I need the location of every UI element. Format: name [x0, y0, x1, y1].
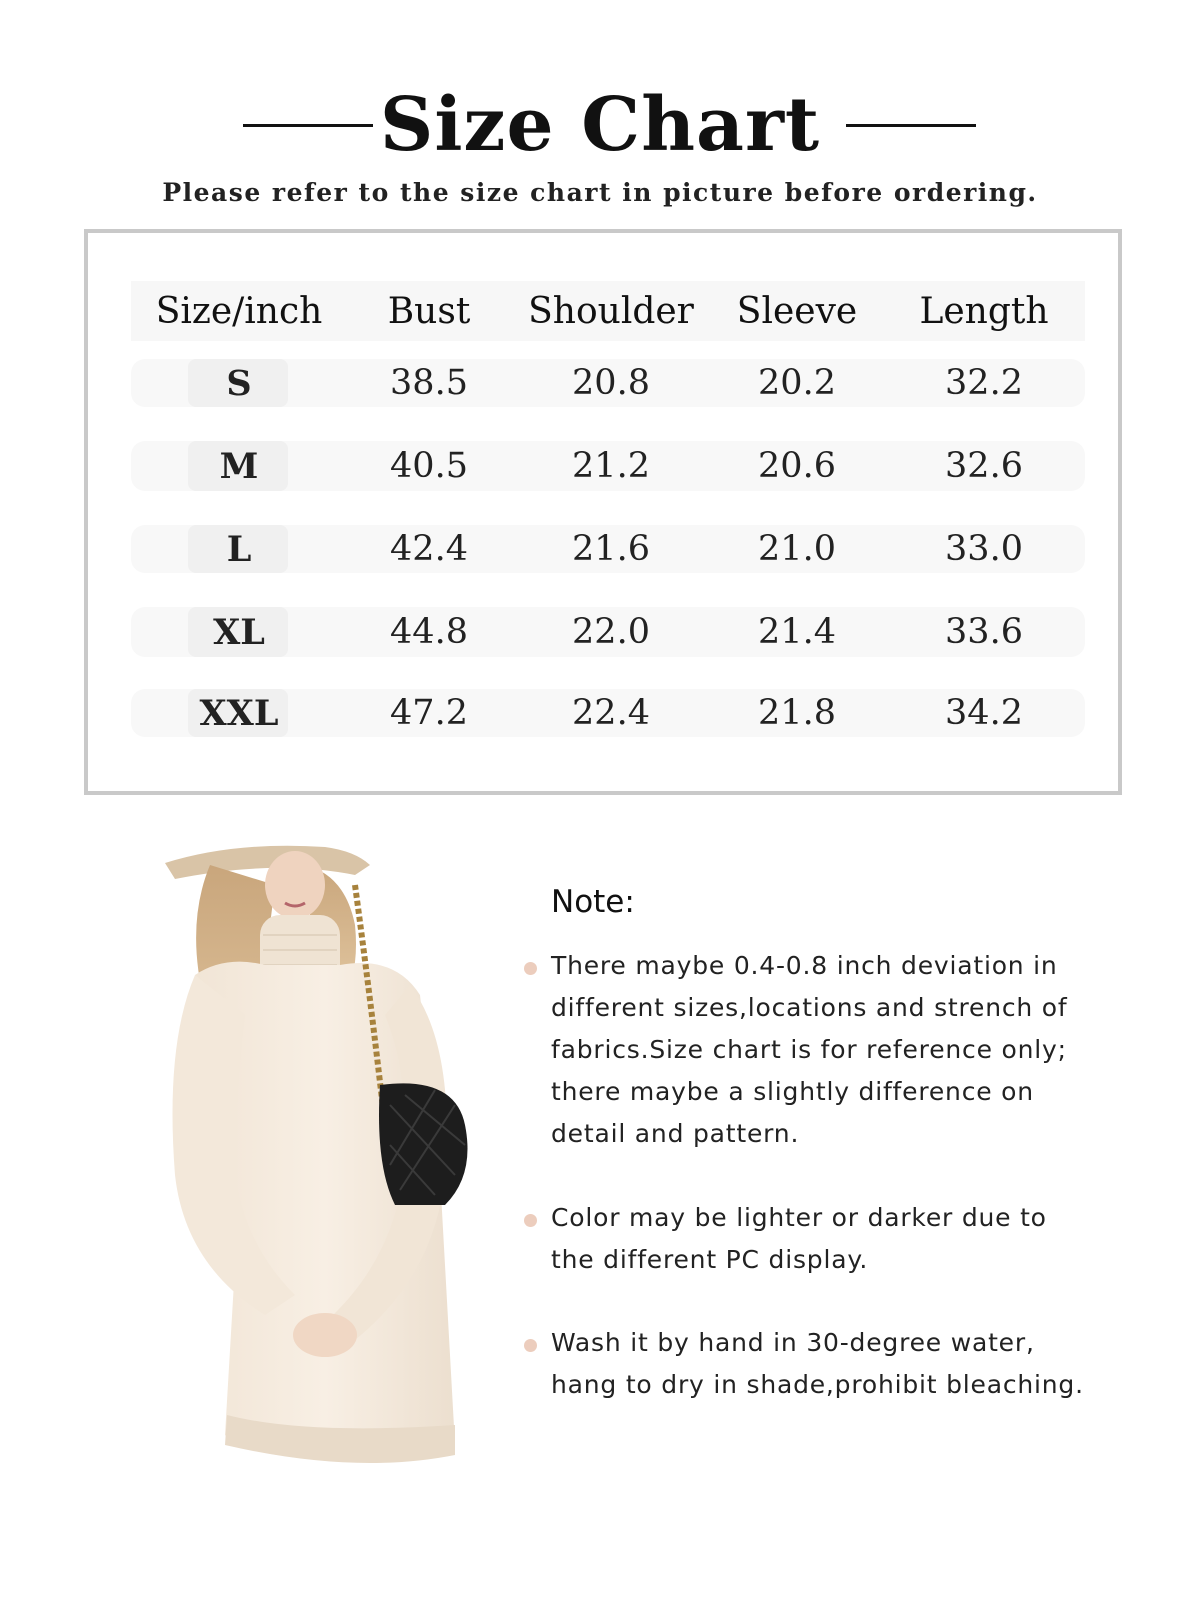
- sleeve-cell: 20.6: [758, 446, 836, 486]
- note-line: fabrics.Size chart is for reference only;: [551, 1035, 1067, 1064]
- page-subtitle: Please refer to the size chart in picture before ordering.: [162, 178, 1038, 207]
- note-title: Note:: [551, 884, 635, 920]
- title-decor-line-right: [846, 124, 976, 127]
- bust-cell: 44.8: [390, 612, 468, 652]
- page-title: Size Chart: [379, 82, 821, 168]
- column-header: Size/inch: [155, 290, 323, 332]
- size-cell: S: [226, 362, 252, 404]
- title-row: [0, 75, 1200, 175]
- sleeve-cell: 21.8: [758, 693, 836, 733]
- bag-icon: [379, 1083, 468, 1205]
- size-cell: XXL: [199, 692, 279, 734]
- size-cell: M: [219, 445, 259, 487]
- length-cell: 32.2: [945, 363, 1023, 403]
- bust-cell: 40.5: [390, 446, 468, 486]
- table-row: [131, 441, 1085, 491]
- table-row: [131, 607, 1085, 657]
- table-row: [131, 689, 1085, 737]
- shoulder-cell: 22.0: [572, 612, 650, 652]
- bust-cell: 42.4: [390, 529, 468, 569]
- sleeve-cell: 21.0: [758, 529, 836, 569]
- shoulder-cell: 21.6: [572, 529, 650, 569]
- sleeve-cell: 20.2: [758, 363, 836, 403]
- size-table: [84, 229, 1122, 795]
- sleeve-cell: 21.4: [758, 612, 836, 652]
- column-header: Sleeve: [736, 290, 858, 332]
- length-cell: 34.2: [945, 693, 1023, 733]
- note-item: [551, 1197, 1111, 1281]
- length-cell: 33.6: [945, 612, 1023, 652]
- length-cell: 32.6: [945, 446, 1023, 486]
- note-line: different sizes,locations and strench of: [551, 993, 1068, 1022]
- column-header: Bust: [387, 290, 471, 332]
- column-header: Shoulder: [528, 290, 694, 332]
- table-header-row: [131, 281, 1085, 341]
- note-line: Color may be lighter or darker due to: [551, 1203, 1047, 1232]
- shoulder-cell: 20.8: [572, 363, 650, 403]
- shoulder-cell: 22.4: [572, 693, 650, 733]
- note-line: detail and pattern.: [551, 1119, 800, 1148]
- note-line: Wash it by hand in 30-degree water,: [551, 1328, 1035, 1357]
- bullet-icon: [524, 1339, 537, 1352]
- note-item: [551, 1322, 1111, 1406]
- size-cell: L: [226, 528, 252, 570]
- model-photo: [155, 845, 495, 1505]
- size-cell: XL: [213, 611, 265, 653]
- note-line: there maybe a slightly difference on: [551, 1077, 1034, 1106]
- bust-cell: 38.5: [390, 363, 468, 403]
- note-line: hang to dry in shade,prohibit bleaching.: [551, 1370, 1084, 1399]
- bullet-icon: [524, 1214, 537, 1227]
- column-header: Length: [919, 290, 1049, 332]
- shoulder-cell: 21.2: [572, 446, 650, 486]
- table-row: [131, 525, 1085, 573]
- bullet-icon: [524, 962, 537, 975]
- note-line: There maybe 0.4-0.8 inch deviation in: [551, 951, 1058, 980]
- table-row: [131, 359, 1085, 407]
- bust-cell: 47.2: [390, 693, 468, 733]
- length-cell: 33.0: [945, 529, 1023, 569]
- note-line: the different PC display.: [551, 1245, 869, 1274]
- note-item: [551, 945, 1111, 1155]
